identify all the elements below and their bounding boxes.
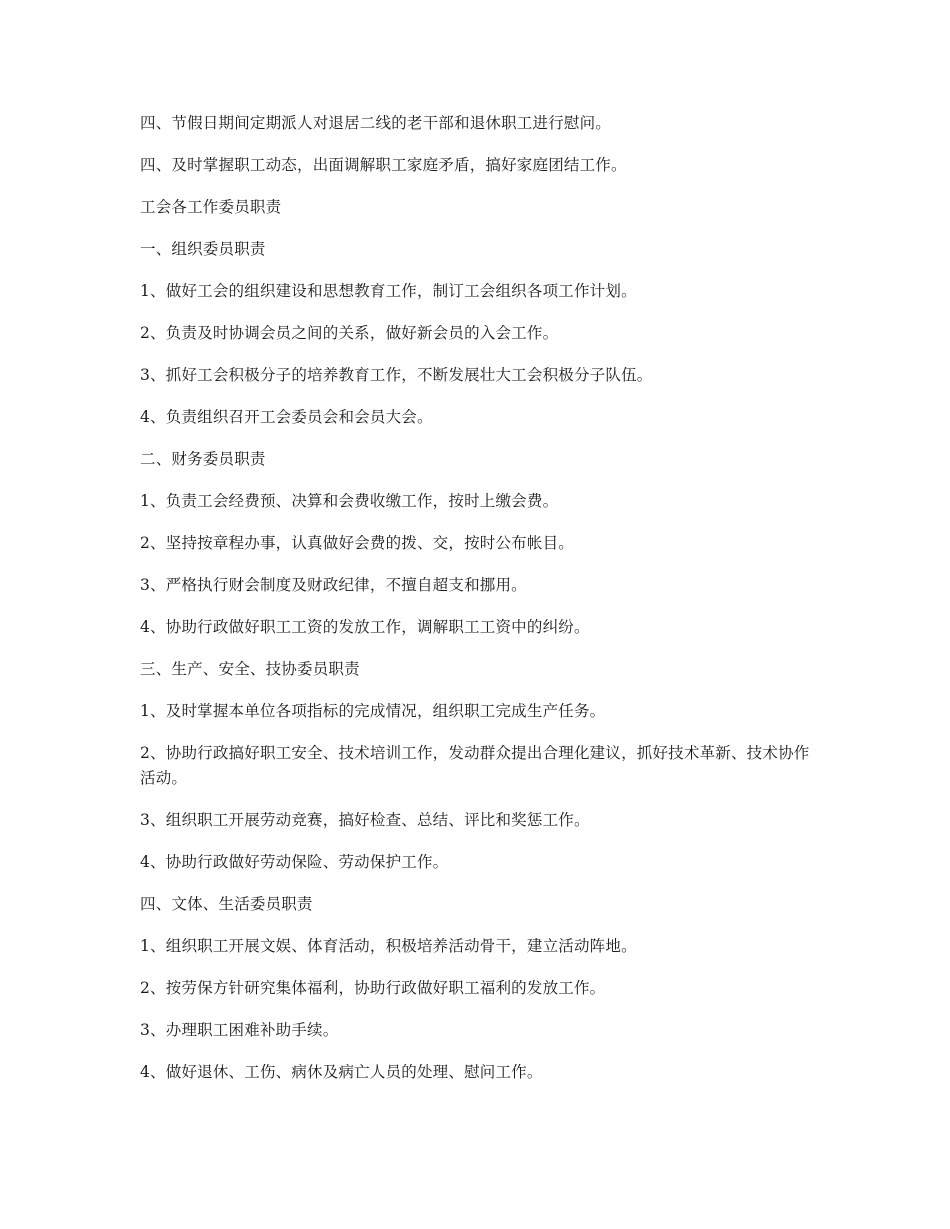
list-item: 1、负责工会经费预、决算和会费收缴工作，按时上缴会费。 (140, 492, 559, 510)
list-item: 2、负责及时协调会员之间的关系，做好新会员的入会工作。 (140, 324, 559, 342)
list-item: 2、坚持按章程办事，认真做好会费的拨、交，按时公布帐目。 (140, 534, 574, 552)
list-item: 1、及时掌握本单位各项指标的完成情况，组织职工完成生产任务。 (140, 702, 606, 720)
list-item: 3、组织职工开展劳动竞赛，搞好检查、总结、评比和奖惩工作。 (140, 811, 590, 829)
list-item: 3、办理职工困难补助手续。 (140, 1021, 339, 1039)
list-item: 2、按劳保方针研究集体福利，协助行政做好职工福利的发放工作。 (140, 979, 606, 997)
list-item: 4、做好退休、工伤、病休及病亡人员的处理、慰问工作。 (140, 1063, 543, 1081)
paragraph-retiree-visits: 四、节假日期间定期派人对退居二线的老干部和退休职工进行慰问。 (140, 114, 612, 132)
heading-production-safety-member: 三、生产、安全、技协委员职责 (140, 660, 360, 678)
heading-culture-life-member: 四、文体、生活委员职责 (140, 895, 313, 913)
document-body (140, 111, 810, 1102)
list-item: 1、组织职工开展文娱、体育活动，积极培养活动骨干，建立活动阵地。 (140, 937, 637, 955)
list-item: 4、协助行政做好劳动保险、劳动保护工作。 (140, 853, 449, 871)
paragraph-family-mediation: 四、及时掌握职工动态，出面调解职工家庭矛盾，搞好家庭团结工作。 (140, 156, 627, 174)
list-item: 3、抓好工会积极分子的培养教育工作，不断发展壮大工会积极分子队伍。 (140, 366, 653, 384)
list-item: 4、负责组织召开工会委员会和会员大会。 (140, 408, 433, 426)
heading-organization-member: 一、组织委员职责 (140, 240, 266, 258)
list-item: 1、做好工会的组织建设和思想教育工作，制订工会组织各项工作计划。 (140, 282, 637, 300)
heading-finance-member: 二、财务委员职责 (140, 450, 266, 468)
list-item: 3、严格执行财会制度及财政纪律，不擅自超支和挪用。 (140, 576, 527, 594)
section-title-committee-duties: 工会各工作委员职责 (140, 198, 282, 216)
list-item: 2、协助行政搞好职工安全、技术培训工作，发动群众提出合理化建议，抓好技术革新、技术协作活动。 (140, 744, 810, 787)
list-item: 4、协助行政做好职工工资的发放工作，调解职工工资中的纠纷。 (140, 618, 590, 636)
